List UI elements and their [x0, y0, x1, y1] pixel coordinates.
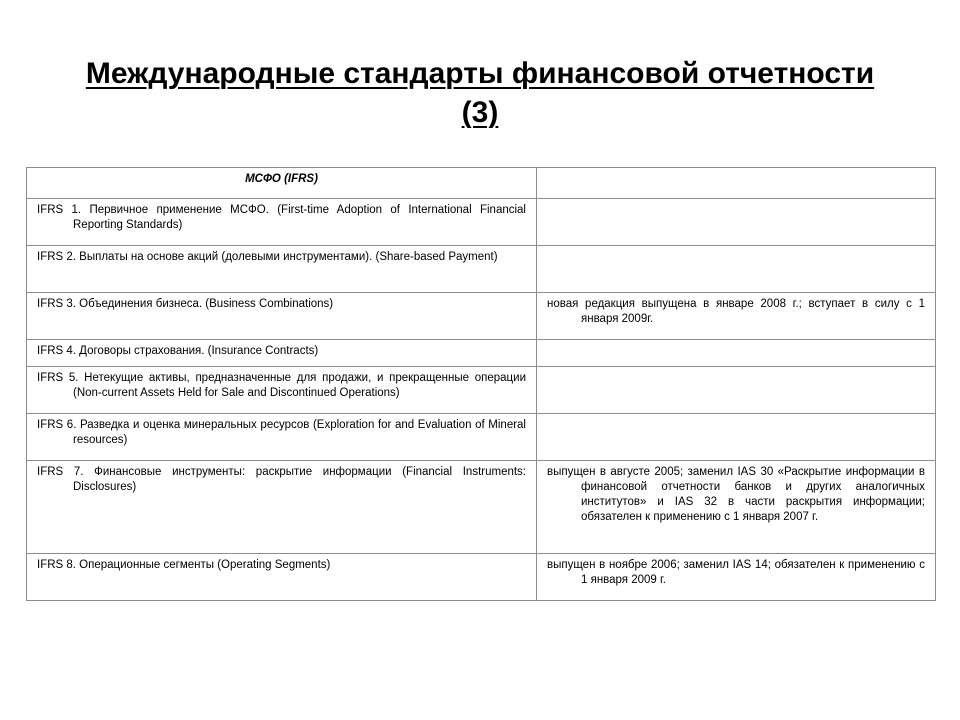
table-row [27, 414, 936, 461]
page-title [40, 54, 920, 132]
table-row [27, 246, 936, 293]
title-line-1: Международные стандарты финансовой отчетности [85, 57, 875, 90]
note-cell: новая редакция выпущена в январе 2008 г.; вступает в силу с 1 января 2009г. [537, 293, 936, 340]
table-row [27, 367, 936, 414]
standard-cell: IFRS 7. Финансовые инструменты: раскрытие информации (Financial Instruments: Disclosures) [27, 461, 537, 554]
table-row [27, 554, 936, 601]
note-cell [537, 246, 936, 293]
table-row [27, 461, 936, 554]
standard-cell: IFRS 4. Договоры страхования. (Insurance Contracts) [27, 340, 537, 367]
ifrs-standards-table [26, 167, 936, 601]
note-cell [537, 340, 936, 367]
standard-cell: IFRS 8. Операционные сегменты (Operating Segments) [27, 554, 537, 601]
table-row [27, 340, 936, 367]
title-line-2: (3) [461, 96, 499, 129]
table-header-row [27, 168, 936, 199]
standard-cell: IFRS 6. Разведка и оценка минеральных ресурсов (Exploration for and Evaluation of Mineral resources) [27, 414, 537, 461]
standard-cell: IFRS 5. Нетекущие активы, предназначенные для продажи, и прекращенные операции (Non-current Assets Held for Sale and Discontinued Operations) [27, 367, 537, 414]
note-cell: выпущен в августе 2005; заменил IAS 30 «Раскрытие информации в финансовой отчетности банков и других аналогичных институтов» и IAS 32 в части раскрытия информации; обязателен к применению с 1 января 2007 г. [537, 461, 936, 554]
header-cell-ifrs: МСФО (IFRS) [27, 168, 537, 199]
table-row [27, 293, 936, 340]
note-cell: выпущен в ноябре 2006; заменил IAS 14; обязателен к применению с 1 января 2009 г. [537, 554, 936, 601]
note-cell [537, 414, 936, 461]
standard-cell: IFRS 2. Выплаты на основе акций (долевыми инструментами). (Share-based Payment) [27, 246, 537, 293]
header-cell-empty [537, 168, 936, 199]
standard-cell: IFRS 3. Объединения бизнеса. (Business Combinations) [27, 293, 537, 340]
note-cell [537, 367, 936, 414]
note-cell [537, 199, 936, 246]
standard-cell: IFRS 1. Первичное применение МСФО. (First-time Adoption of International Financial Reporting Standards) [27, 199, 537, 246]
table-row [27, 199, 936, 246]
